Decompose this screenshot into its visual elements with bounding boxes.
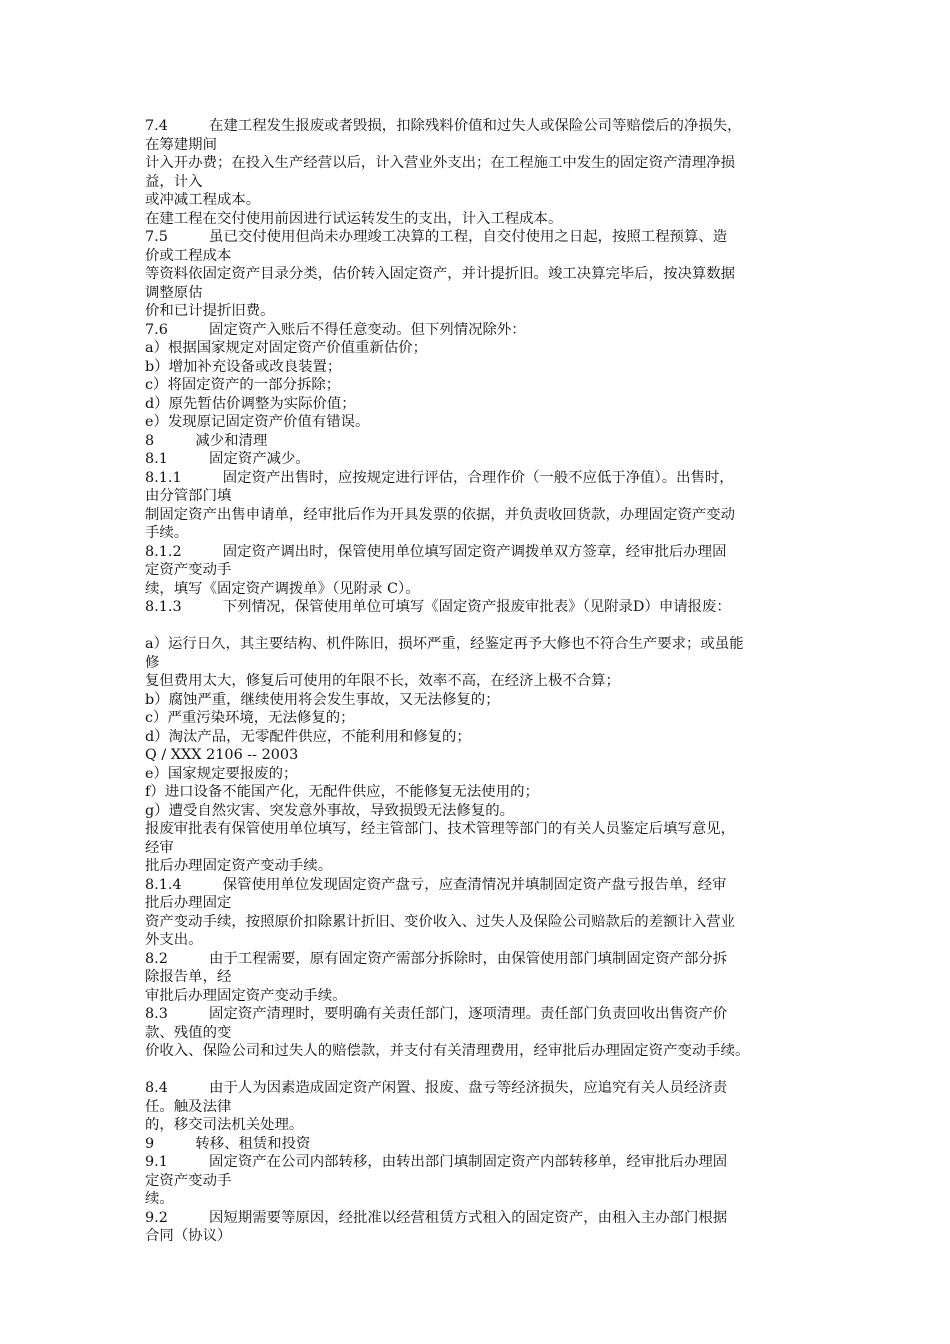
text-line <box>145 617 815 636</box>
text-line: c）将固定资产的一部分拆除； <box>145 377 341 393</box>
text-line: 批后办理固定 <box>145 895 232 911</box>
text-line: 7.5 虽已交付使用但尚未办理竣工决算的工程，自交付使用之日起，按照工程预算、造 <box>145 229 728 245</box>
text-line: 价或工程成本 <box>145 247 232 264</box>
text-line: 续。 <box>145 1191 174 1207</box>
text-line: 款、残值的变 <box>145 1024 232 1041</box>
text-line: 除报告单，经 <box>145 969 232 985</box>
text-line: 经审 <box>145 839 174 856</box>
document-body <box>145 117 815 1246</box>
text-line: d）淘汰产品，无零配件供应，不能利用和修复的； <box>145 728 471 745</box>
text-line: 价和已计提折旧费。 <box>145 303 275 319</box>
text-line: d）原先暂估价调整为实际价值； <box>145 395 356 412</box>
text-line: 价收入、保险公司和过失人的赔偿款，并支付有关清理费用，经审批后办理固定资产变动手续。 <box>145 1043 750 1059</box>
text-line: c）严重污染环境，无法修复的； <box>145 710 355 726</box>
text-line: 8.1.1 固定资产出售时，应按规定进行评估，合理作价（一般不应低于净值）。出售时， <box>145 469 734 486</box>
text-line: 报废审批表有保管使用单位填写，经主管部门、技术管理等部门的有关人员鉴定后填写意见， <box>145 821 736 837</box>
text-line: b）腐蚀严重，继续使用将会发生事故，又无法修复的； <box>145 691 500 708</box>
text-line: 8.3 固定资产清理时，要明确有关责任部门，逐项清理。责任部门负责回收出售资产价 <box>145 1006 728 1022</box>
text-line: 批后办理固定资产变动手续。 <box>145 858 333 874</box>
text-line: 复但费用太大，修复后可使用的年限不长，效率不高，在经济上极不合算； <box>145 673 620 689</box>
text-line: 益，计入 <box>145 173 203 190</box>
text-line: 定资产变动手 <box>145 562 232 578</box>
text-line: 制固定资产出售申请单，经审批后作为开具发票的依据，并负责收回货款，办理固定资产变动 <box>145 506 736 523</box>
text-line: 8.4 由于人为因素造成固定资产闲置、报废、盘亏等经济损失，应追究有关人员经济责 <box>145 1080 728 1096</box>
text-line: 7.4 在建工程发生报废或者毁损，扣除残料价值和过失人或保险公司等赔偿后的净损失， <box>145 118 742 134</box>
text-line: 9.1 固定资产在公司内部转移，由转出部门填制固定资产内部转移单，经审批后办理固 <box>145 1154 728 1170</box>
text-line: 调整原估 <box>145 284 203 301</box>
text-line: e）发现原记固定资产价值有错误。 <box>145 414 370 430</box>
text-line: 或冲减工程成本。 <box>145 192 261 208</box>
text-line: 8.1.2 固定资产调出时，保管使用单位填写固定资产调拨单双方签章，经审批后办理固 <box>145 543 727 560</box>
text-line: 资产变动手续，按照原价扣除累计折旧、变价收入、过失人及保险公司赔款后的差额计入营业 <box>145 913 736 930</box>
text-line: 任。触及法律 <box>145 1098 232 1115</box>
text-line: 计入开办费；在投入生产经营以后，计入营业外支出；在工程施工中发生的固定资产清理净损 <box>145 155 736 171</box>
text-line: e）国家规定要报废的； <box>145 765 298 782</box>
text-line: 修 <box>145 654 160 671</box>
text-line: 手续。 <box>145 525 189 541</box>
text-line: 续，填写《固定资产调拨单》（见附录 C）。 <box>145 580 420 597</box>
text-line: Q / XXX 2106 -- 2003 <box>145 747 299 763</box>
text-line: a）根据国家规定对固定资产价值重新估价； <box>145 340 428 356</box>
text-line: g）遭受自然灾害、突发意外事故，导致损毁无法修复的。 <box>145 802 514 819</box>
text-line: 8.1.4 保管使用单位发现固定资产盘亏，应查清情况并填制固定资产盘亏报告单，经审 <box>145 876 727 893</box>
text-line: 由分管部门填 <box>145 488 232 504</box>
text-line: 9 转移、租赁和投资 <box>145 1135 311 1152</box>
text-line: 在建工程在交付使用前因进行试运转发生的支出，计入工程成本。 <box>145 210 563 227</box>
text-line: 的，移交司法机关处理。 <box>145 1117 304 1133</box>
text-line <box>145 1061 815 1080</box>
text-line: a）运行日久，其主要结构、机件陈旧，损坏严重，经鉴定再予大修也不符合生产要求；或虽能 <box>145 636 744 652</box>
text-line: f）进口设备不能国产化，无配件供应，不能修复无法使用的； <box>145 784 539 800</box>
text-line: 8 减少和清理 <box>145 432 268 449</box>
text-line: b）增加补充设备或改良装置； <box>145 358 342 375</box>
text-line: 9.2 因短期需要等原因，经批准以经营租赁方式租入的固定资产，由租入主办部门根据 <box>145 1209 728 1226</box>
text-line: 7.6 固定资产入账后不得任意变动。但下列情况除外： <box>145 321 526 338</box>
text-line: 定资产变动手 <box>145 1172 232 1189</box>
text-line: 8.1.3 下列情况，保管使用单位可填写《固定资产报废审批表》（见附录D）申请报废： <box>145 599 731 615</box>
text-line: 8.2 由于工程需要，原有固定资产需部分拆除时，由保管使用部门填制固定资产部分拆 <box>145 950 728 967</box>
text-line: 合同（协议） <box>145 1228 232 1244</box>
text-line: 8.1 固定资产减少。 <box>145 451 310 467</box>
text-line: 等资料依固定资产目录分类，估价转入固定资产，并计提折旧。竣工决算完毕后，按决算数据 <box>145 266 736 282</box>
text-line: 在筹建期间 <box>145 136 217 153</box>
text-line: 审批后办理固定资产变动手续。 <box>145 987 347 1004</box>
text-line: 外支出。 <box>145 932 203 948</box>
